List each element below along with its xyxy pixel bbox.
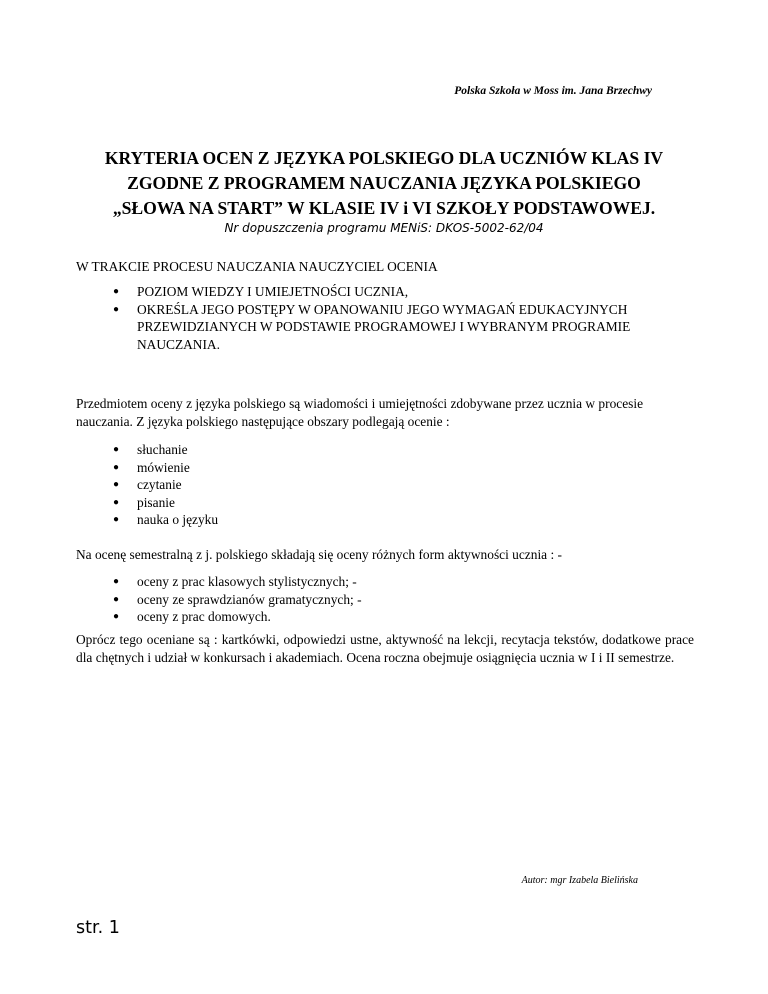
bullet-icon: ● [113, 576, 120, 587]
activity-forms-list [113, 573, 362, 626]
semester-grade-lead: Na ocenę semestralną z j. polskiego składają się oceny różnych form aktywności ucznia : - [76, 547, 562, 562]
assessment-areas-list [113, 441, 218, 529]
list-item-text: nauka o języku [137, 512, 219, 527]
list-item [113, 511, 218, 529]
list-item [113, 608, 362, 626]
list-item-text: słuchanie [137, 442, 188, 457]
bullet-icon: ● [113, 444, 120, 455]
list-item [113, 591, 362, 609]
program-approval-number: Nr dopuszczenia programu MENiS: DKOS-5002-62/04 [224, 221, 544, 235]
list-item-text: oceny z prac domowych. [137, 609, 271, 624]
list-item-text: POZIOM WIEDZY I UMIEJETNOŚCI UCZNIA, [137, 284, 409, 299]
author-credit: Autor: mgr Izabela Bielińska [521, 875, 638, 886]
list-item [113, 459, 218, 477]
title-line: KRYTERIA OCEN Z JĘZYKA POLSKIEGO DLA UCZNIÓW KLAS IV [104, 148, 664, 168]
section1-lead: W TRAKCIE PROCESU NAUCZANIA NAUCZYCIEL OCENIA [76, 259, 438, 274]
bullet-icon: ● [113, 303, 120, 315]
list-item [113, 573, 362, 591]
list-item-text: oceny ze sprawdzianów gramatycznych; - [137, 591, 362, 607]
title-line: „SŁOWA NA START” W KLASIE IV i VI SZKOŁY PODSTAWOWEJ. [112, 198, 656, 218]
bullet-icon: ● [113, 496, 120, 508]
list-item-text: czytanie [137, 477, 182, 492]
bullet-icon: ● [113, 514, 120, 525]
list-item [113, 476, 218, 494]
bullet-icon: ● [113, 461, 120, 473]
school-header: Polska Szkoła w Moss im. Jana Brzechwy [454, 85, 652, 97]
list-item-text: mówienie [137, 459, 190, 475]
list-item [113, 441, 218, 459]
list-item [113, 283, 673, 301]
assessment-list [113, 283, 673, 353]
list-item [113, 301, 673, 354]
bullet-icon: ● [113, 593, 120, 605]
page-number: str. 1 [76, 918, 120, 938]
list-item-text: OKREŚLA JEGO POSTĘPY W OPANOWANIU JEGO WYMAGAŃ EDUKACYJNYCH PRZEWIDZIANYCH W PODSTAWIE PROGRAMOWEJ I WYBRANYM PROGRAMIE NAUCZANIA. [137, 301, 631, 352]
list-item [113, 494, 218, 512]
document-title [60, 146, 708, 221]
assessment-subject-paragraph: Przedmiotem oceny z języka polskiego są wiadomości i umiejętności zdobywane przez ucznia w procesie nauczania. Z języka polskiego następujące obszary podlegają ocenie : [76, 396, 644, 429]
bullet-icon: ● [113, 479, 120, 490]
bullet-icon: ● [113, 611, 120, 622]
list-item-text: oceny z prac klasowych stylistycznych; - [137, 574, 357, 589]
title-line: ZGODNE Z PROGRAMEM NAUCZANIA JĘZYKA POLSKIEGO [127, 173, 641, 193]
additional-assessment-paragraph: Oprócz tego oceniane są : kartkówki, odpowiedzi ustne, aktywność na lekcji, recytacja tekstów, dodatkowe prace dla chętnych i udział w konkursach i akademiach. Ocena roczna obejmuje osiągnięcia ucznia w I i II semestrze. [76, 632, 694, 665]
bullet-icon: ● [113, 286, 120, 297]
list-item-text: pisanie [137, 494, 175, 510]
